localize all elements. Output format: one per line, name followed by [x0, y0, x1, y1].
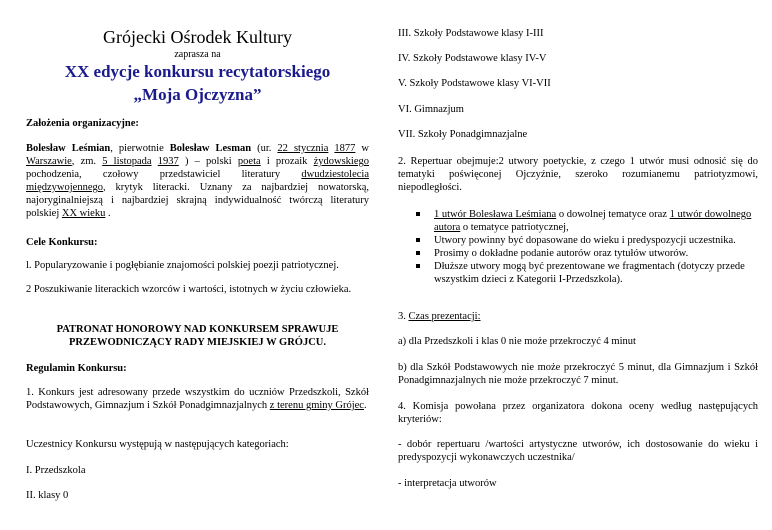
category-5: V. Szkoły Podstawowe klasy VI-VII [398, 78, 551, 89]
contest-name: „Moja Ojczyzna” [133, 85, 262, 104]
cele-heading: Cele Konkursu: [26, 237, 98, 248]
criterion-2: - interpretacja utworów [398, 478, 497, 489]
born-date-link[interactable]: 22 stycznia [277, 143, 329, 154]
category-4: IV. Szkoły Podstawowe klasy IV-V [398, 53, 547, 64]
any-author-link[interactable]: 1 utwór dowolnego autora [434, 209, 752, 233]
category-3: III. Szkoły Podstawowe klasy I-III [398, 28, 544, 39]
poet-link[interactable]: poeta [237, 156, 261, 167]
czas-rule-b: b) dla Szkół Podstawowych nie może przekroczyć 5 minut, dla Gimnazjum i Szkół Ponadgimnazjalnych nie może przekroczyć 7 minut. [398, 362, 758, 386]
lesmian-work-link[interactable]: 1 utwór Bolesława Leśmiana [434, 209, 557, 220]
category-1: I. Przedszkola [26, 465, 86, 476]
patronat-notice: PATRONAT HONOROWY NAD KONKURSEM SPRAWUJE PRZEWODNICZĄCY RADY MIEJSKIEJ W GRÓJCU. [56, 324, 339, 348]
organizer-name: Grójecki Ośrodek Kultury [103, 27, 292, 47]
cel-item-1: l. Popularyzowanie i pogłębianie znajomości polskiej poezji patriotycznej. [26, 260, 339, 271]
died-year-link[interactable]: 1937 [157, 156, 179, 167]
repertuar-bullet-list [416, 208, 758, 286]
contest-title: XX edycje konkursu recytatorskiego [64, 62, 331, 81]
regulamin-heading: Regulamin Konkursu: [26, 363, 127, 374]
criterion-1: - dobór repertuaru /wartości artystyczne utworów, ich dostosowanie do wieku i predyspozycji wykonawczych uczestnika/ [398, 439, 758, 463]
czas-heading-line: 3. Czas prezentacji: [398, 311, 481, 322]
born-place-link[interactable]: Warszawie [26, 156, 72, 167]
bullet-item-1: 1 utwór Bolesława Leśmiana o dowolnej tematyce oraz 1 utwór dowolnego autora o tematyce patriotycznej, [416, 208, 758, 234]
born-year-link[interactable]: 1877 [334, 143, 356, 154]
category-2: II. klasy 0 [26, 490, 69, 501]
invites-line: zaprasza na [174, 49, 221, 60]
bullet-item-3: Prosimy o dokładne podanie autorów oraz tytułów utworów. [416, 247, 758, 260]
czas-heading: Czas prezentacji: [408, 311, 481, 322]
category-7: VII. Szkoły Ponadgimnazjalne [398, 129, 528, 140]
bio-name: Bolesław Leśmian [26, 143, 111, 154]
komisja-rule: 4. Komisja powołana przez organizatora dokona oceny według następujących kryteriów: [398, 401, 758, 425]
categories-intro: Uczestnicy Konkursu występują w następujących kategoriach: [26, 439, 289, 450]
category-6: VI. Gimnazjum [398, 104, 464, 115]
zalozenia-heading: Założenia organizacyjne: [26, 118, 139, 129]
century-link[interactable]: XX wieku [61, 208, 106, 219]
interwar-link[interactable]: dwudziestolecia międzywojennego [26, 169, 369, 193]
bullet-item-4: Dłuższe utwory mogą być prezentowane we fragmentach (dotyczy przede wszystkim dzieci z Kategorii I-Przedszkola). [416, 260, 758, 286]
gmina-link[interactable]: z terenu gminy Grójec [269, 400, 364, 411]
repertuar-rule: 2. Repertuar obejmuje:2 utwory poetyckie, z czego 1 utwór musi odnosić się do tematyki poświęconej Ojczyźnie, szeroko rozumianemu patriotyzmowi, niepodległości. [398, 156, 758, 193]
cel-item-2: 2 Poszukiwanie literackich wzorców i wartości, istotnych w życiu człowieka. [26, 284, 352, 295]
bio-name-original: Bolesław Lesman [169, 143, 252, 154]
died-date-link[interactable]: 5 listopada [102, 156, 152, 167]
bullet-item-2: Utwory powinny być dopasowane do wieku i predyspozycji uczestnika. [416, 234, 758, 247]
jewish-link[interactable]: żydowskiego [313, 156, 370, 167]
lesmian-bio: Bolesław Leśmian, pierwotnie Bolesław Lesman (ur. 22 stycznia 1877 w Warszawie, zm. 5 listopada 1937 ) – polski poeta i prozaik żydowskiego pochodzenia, czołowy przedstawiciel literatury dwudziestolecia międzywojennego, krytyk literacki. Uznany za najbardziej nowatorską, najoryginalniejszą i najbardziej skrajną indywidualność twórczą literatury polskiej XX wieku . [26, 143, 370, 219]
czas-rule-a: a) dla Przedszkoli i klas 0 nie może przekroczyć 4 minut [398, 336, 636, 347]
regulamin-point-1: 1. Konkurs jest adresowany przede wszystkim do uczniów Przedszkoli, Szkół Podstawowych, Gimnazjum i Szkół Ponadgimnazjalnych z terenu gminy Grójec. [26, 387, 369, 411]
